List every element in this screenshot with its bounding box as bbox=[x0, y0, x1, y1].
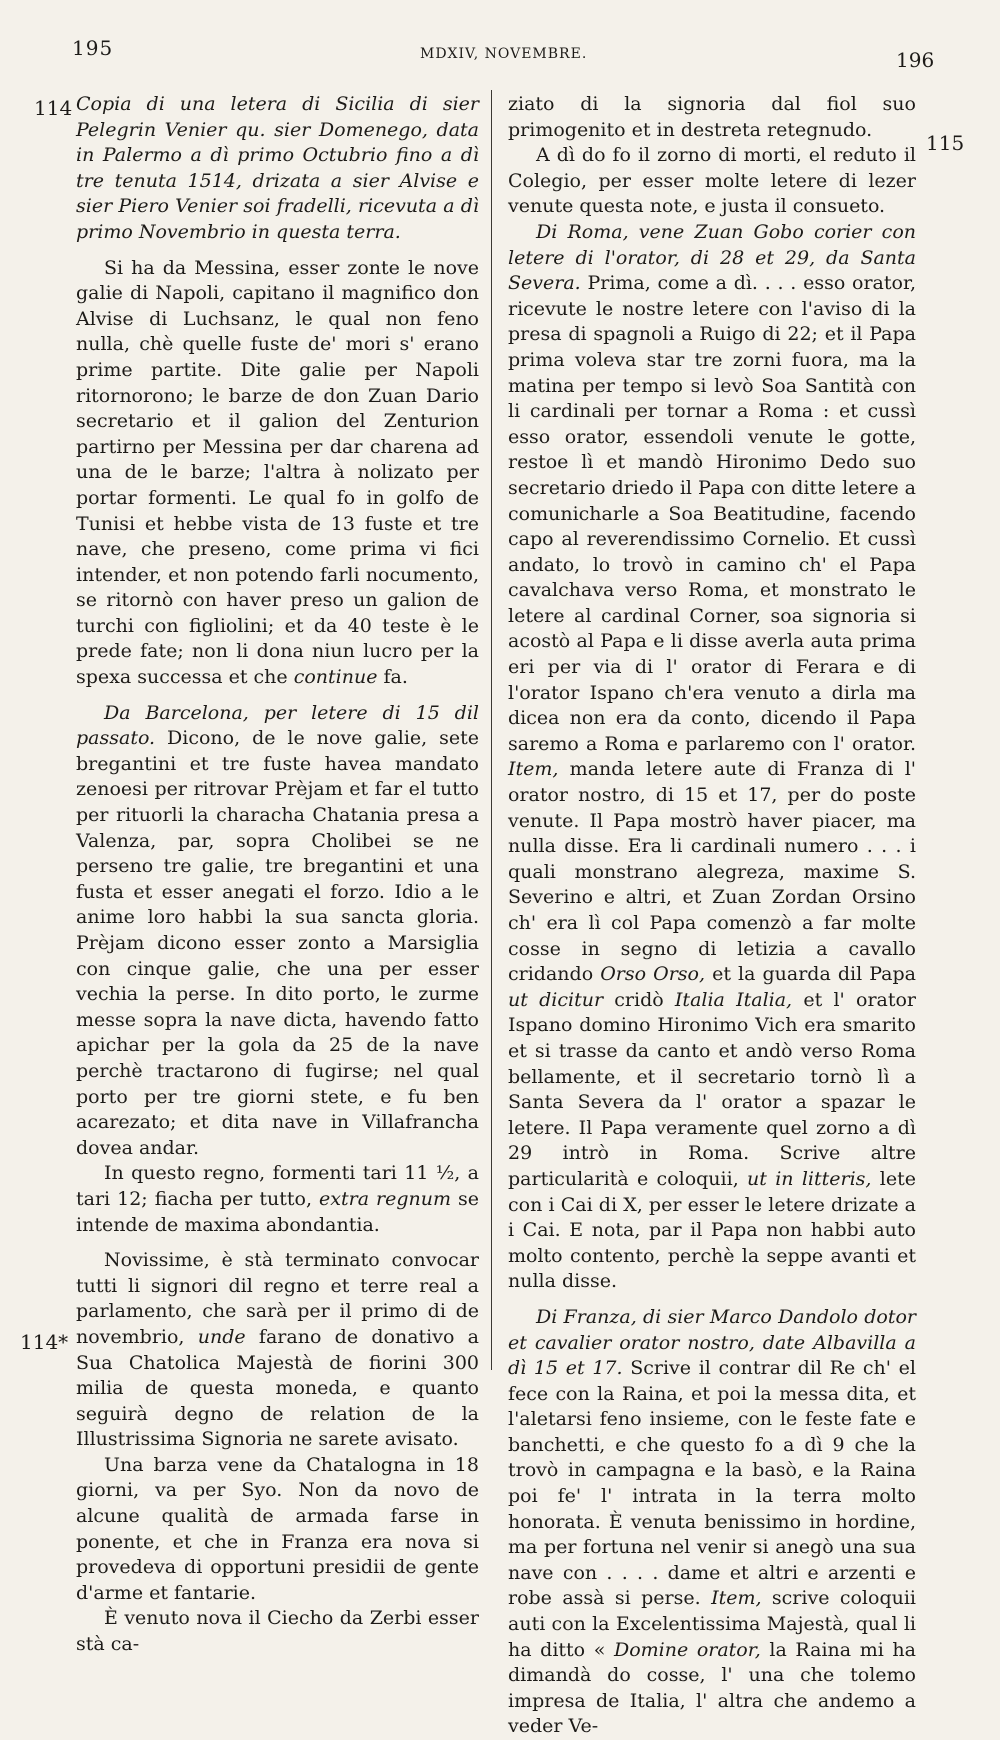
left-column bbox=[76, 92, 479, 1658]
paragraph: Di Franza, di sier Marco Dandolo dotor et cavalier orator nostro, date Albavilla a dì 15 et 17. Scrive il contrar dil Re ch' el fece con la Raina, et poi la messa dita, et l'aletarsi feno insieme, con le feste fate e banchetti, e che questo fo a dì 9 che la trovò in campagna e la basò, e la Raina poi fe' l' intrata in la terra molto honorata. È venuta benissimo in hordine, ma per fortuna nel venir si anegò una sua nave con . . . . dame et altri e arzenti e robe assà si perse. Item, scrive coloquii auti con la Excelentissima Majestà, qual li ha ditto « Domine orator, la Raina mi ha dimandà do cosse, l' una che tolemo impresa de Italia, l' altra che andemo a veder Ve- bbox=[508, 1305, 917, 1738]
paragraph: Da Barcelona, per letere di 15 dil passato. Dicono, de le nove galie, sete bregantini et tre fuste havea mandato zenoesi per ritrovar Prèjam et far el tutto per rituorli la characha Chatania presa a Valenza, par, sopra Cholibei se ne perseno tre galie, tre bregantini et una fusta et esser anegati el forzo. Idio a le anime loro habbi la sua sancta gloria. Prèjam dicono esser zonto a Marsiglia con cinque galie, che una per esser vechia la perse. In dito porto, le zurme messe sopra la nave dicta, havendo fatto apichar per la gola da 25 de la nave perchè tractarono di fugirse; nel qual porto per tre giorni stete, e fu ben acarezato; et dita nave in Villafrancha dovea andar. bbox=[76, 701, 479, 1159]
paragraph: Novissime, è stà terminato convocar tutti li signori dil regno et terre real a parlamento, che sarà per il primo di de novembrio, unde farano de donativo a Sua Chatolica Majestà de fiorini 300 milia de questa moneda, e quanto seguirà degno de relation de la Illustrissima Signoria ne sarete avisato. bbox=[76, 1249, 480, 1451]
paragraph: Una barza vene da Chatalogna in 18 giorni, va per Syo. Non da novo de alcune qualità de armada farse in ponente, et che in Franza era nova si provedeva di opportuni presidii de gente d'arme et fantarie. bbox=[76, 1453, 479, 1604]
margin-number-left-bottom: 114* bbox=[20, 1330, 69, 1354]
paragraph: È venuto nova il Ciecho da Zerbi esser stà ca- bbox=[76, 1607, 479, 1656]
column-divider bbox=[491, 90, 492, 1370]
margin-number-left-top: 114 bbox=[34, 96, 73, 120]
right-column bbox=[508, 92, 916, 1740]
margin-number-right-top: 115 bbox=[926, 131, 965, 155]
paragraph: A dì do fo il zorno di morti, el reduto il Colegio, per esser molte letere di lezer venute questa note, e justa il consueto. bbox=[508, 144, 916, 218]
paragraph: Di Roma, vene Zuan Gobo corier con letere di l'orator, di 28 et 29, da Santa Severa. Prima, come a dì. . . . esso orator, ricevute le nostre letere con l'aviso di la presa di spagnoli a Ruigo di 22; et il Papa prima voleva star tre zorni fuora, ma la matina per tempo si levò Soa Santità con li cardinali per tornar a Roma : et cussì esso orator, essendoli venute le gotte, restoe lì et mandò Hironimo Dedo suo secretario driedo il Papa con ditte letere a comunicharle a Soa Beatitudine, facendo capo al reverendissimo Cornelio. Et cussì andato, lo trovò in camino ch' el Papa cavalchava verso Roma, et monstrato le letere al cardinal Corner, soa signoria si acostò al Papa e li disse averla auta prima eri per via di l' orator di Ferara e di l'orator Ispano ch'era venuto a dirla ma dicea non era da conto, dicendo il Papa saremo a Roma e parlaremo con l' orator. Item, manda letere aute di Franza di l' orator nostro, di 15 et 17, per do poste venute. Il Papa mostrò haver piacer, ma nulla disse. Era li cardinali numero . . . i quali monstrano alegreza, maxime S. Severino e altri, et Zuan Zordan Orsino ch' era lì col Papa comenzò a far molte cosse in segno di letizia a cavallo cridando Orso Orso, et la guarda dil Papa ut dicitur cridò Italia Italia, et l' orator Ispano domino Hironimo Vich era smarito et si trasse da canto et andò verso Roma bellamente, et il secretario tornò lì a Santa Severa da l' orator a spazar le letere. Il Papa veramente quel zorno a dì 29 intrò in Roma. Scrive altre particularità e coloquii, ut in litteris, lete con i Cai di X, per esser le letere drizate a i Cai. E nota, par il Papa non habbi auto molto contento, perchè la seppe avanti et nulla disse. bbox=[508, 220, 917, 1293]
page-header bbox=[0, 34, 1000, 74]
paragraph: ziato di la signoria dal fiol suo primogenito et in destreta retegnudo. bbox=[508, 93, 916, 141]
running-title: MDXIV, NOVEMBRE. bbox=[420, 46, 588, 62]
letter-heading: Copia di una letera di Sicilia di sier Pelegrin Venier qu. sier Domenego, data in Palermo a dì primo Octubrio fino a dì tre tenuta 1514, drizata a sier Alvise e sier Piero Venier soi fradelli, ricevuta a dì primo Novembrio in questa terra. bbox=[76, 93, 479, 243]
left-page-number: 195 bbox=[72, 36, 114, 60]
paragraph: Si ha da Messina, esser zonte le nove galie di Napoli, capitano il magnifico don Alvise di Luchsanz, le qual non feno nulla, chè quelle fuste de' mori s' erano prime partite. Dite galie per Napoli ritornorono; le barze de don Zuan Dario secretario et il galion del Zenturion partirno per Messina per dar charena ad una de le barze; l'altra à nolizato per portar formenti. Le qual fo in golfo de Tunisi et hebbe vista de 13 fuste et tre nave, che preseno, come prima vi fici intender, et non potendo farli nocumento, se ritornò con haver preso un galion de turchi con figliolini; et da 40 teste è le prede fate; non li dona niun lucro per la spexa successa et che continue fa. bbox=[76, 256, 479, 689]
paragraph: In questo regno, formenti tari 11 ½, a tari 12; fiacha per tutto, extra regnum se intende de maxima abondantia. bbox=[76, 1162, 479, 1236]
right-page-number: 196 bbox=[896, 48, 935, 72]
